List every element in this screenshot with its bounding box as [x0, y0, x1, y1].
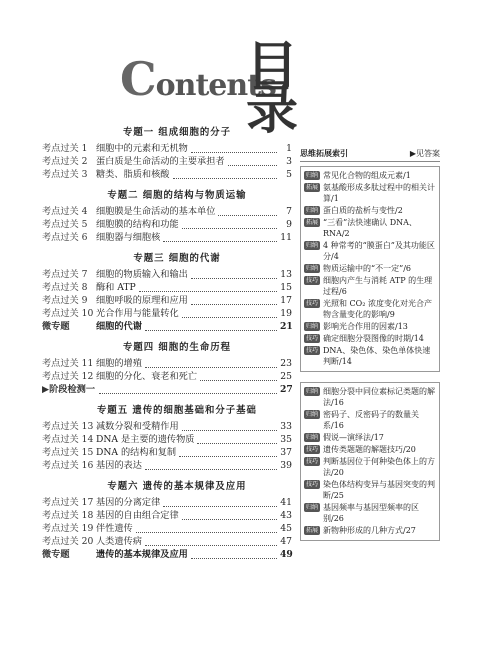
toc-row[interactable] [42, 496, 292, 509]
index-text: 假说—演绎法/17 [323, 433, 384, 442]
mulu-title [246, 37, 299, 141]
toc-item-page: 21 [280, 321, 293, 332]
index-tag: 归纳 [306, 411, 319, 418]
toc-item-code: 考点过关 20 [42, 536, 94, 547]
index-tag: 拓展 [306, 219, 319, 226]
index-item[interactable] [304, 444, 436, 455]
toc-item-page: 17 [280, 295, 292, 306]
toc-item-name: 遗传的基本规律及应用 [96, 549, 188, 560]
index-tag: 归纳 [306, 172, 319, 179]
toc-item-code: 考点过关 12 [42, 371, 94, 382]
toc-row[interactable] [42, 205, 292, 218]
index-box-2 [300, 382, 440, 541]
index-text: 新物种形成的几种方式/27 [323, 526, 416, 535]
leader-dots [228, 157, 277, 166]
index-item[interactable] [304, 333, 436, 344]
toc-row[interactable] [42, 142, 292, 155]
toc-item-page: 13 [280, 269, 292, 280]
index-tag: 拓展 [306, 527, 319, 534]
index-item[interactable] [304, 205, 436, 216]
toc-item-name: 细胞呼吸的原理和应用 [96, 295, 188, 306]
leader-dots [163, 233, 277, 242]
toc-item-name: 伴性遗传 [96, 523, 133, 534]
index-item[interactable] [304, 321, 436, 332]
toc-item-code: ▶阶段检测一 [42, 384, 96, 395]
leader-dots [182, 422, 277, 431]
toc-row[interactable] [42, 383, 292, 396]
index-text: 细胞内产生与消耗 ATP 的生理过程/6 [323, 276, 433, 296]
section-title: 专题三 细胞的代谢 [133, 253, 221, 264]
section-title: 专题一 组成细胞的分子 [122, 127, 231, 138]
leader-dots [145, 322, 277, 331]
leader-dots [200, 372, 277, 381]
index-text: “三看”法快速确认 DNA、RNA/2 [323, 218, 417, 238]
toc-row[interactable] [42, 522, 292, 535]
toc-item-page: 49 [280, 549, 293, 560]
index-text: 密码子、反密码子的数量关系/16 [323, 410, 420, 430]
index-tag: 归纳 [306, 388, 319, 395]
toc-item-page: 5 [286, 169, 292, 180]
index-text: 影响光合作用的因素/13 [323, 322, 408, 331]
toc-item-page: 3 [286, 156, 292, 167]
index-item[interactable] [304, 217, 436, 239]
index-box-1 [300, 166, 440, 372]
index-text: 基因频率与基因型频率的区别/26 [323, 503, 420, 523]
toc-row[interactable] [42, 535, 292, 548]
index-item[interactable] [304, 409, 436, 431]
toc-row[interactable] [42, 509, 292, 522]
toc-item-name: 减数分裂和受精作用 [96, 421, 179, 432]
index-text: DNA、染色体、染色单体快速判断/14 [323, 346, 431, 366]
toc-item-page: 45 [280, 523, 292, 534]
index-item[interactable] [304, 386, 436, 408]
leader-dots [182, 220, 277, 229]
contents-initial: C [120, 52, 156, 106]
toc-row[interactable] [42, 320, 292, 333]
leader-dots [182, 511, 277, 520]
index-item[interactable] [304, 432, 436, 443]
toc-item-name: 细胞的分化、衰老和死亡 [96, 371, 198, 382]
toc-item-code: 考点过关 14 [42, 434, 94, 445]
toc-item-name: 糖类、脂质和核酸 [96, 169, 170, 180]
toc-item-name: 细胞器与细胞核 [96, 232, 161, 243]
mulu-char-2: 录 [246, 81, 299, 141]
index-text: 染色体结构变异与基因突变的判断/25 [323, 480, 436, 500]
toc-item-name: 细胞的代谢 [96, 321, 142, 332]
section-title: 专题二 细胞的结构与物质运输 [107, 190, 247, 201]
toc-item-code: 考点过关 16 [42, 460, 94, 471]
leader-dots [136, 524, 277, 533]
index-text: 遗传类题题的解题技巧/20 [323, 445, 416, 454]
toc-item-name: 细胞的增殖 [96, 358, 142, 369]
index-tag: 技巧 [306, 481, 319, 488]
toc-item-code: 微专题 [42, 549, 70, 560]
index-item[interactable] [304, 502, 436, 524]
toc-item-code: 考点过关 9 [42, 295, 88, 306]
toc-row[interactable] [42, 370, 292, 383]
toc-row[interactable] [42, 281, 292, 294]
index-item[interactable] [304, 479, 436, 501]
toc-item-name: 蛋白质是生命活动的主要承担者 [96, 156, 225, 167]
index-item[interactable] [304, 456, 436, 478]
leader-dots [173, 170, 278, 179]
toc-row[interactable] [42, 459, 292, 472]
contents-rest: ontents [155, 68, 276, 103]
index-item[interactable] [304, 240, 436, 262]
toc-row[interactable] [42, 357, 292, 370]
index-item[interactable] [304, 345, 436, 367]
toc-row[interactable] [42, 168, 292, 181]
toc-item-page: 9 [286, 219, 292, 230]
toc-item-code: 考点过关 17 [42, 497, 94, 508]
toc-item-code: 考点过关 18 [42, 510, 94, 521]
toc-item-page: 41 [280, 497, 292, 508]
toc-item-page: 47 [280, 536, 292, 547]
index-tag: 归纳 [306, 504, 319, 511]
index-tag: 技巧 [306, 277, 319, 284]
toc-item-code: 微专题 [42, 321, 70, 332]
toc-row[interactable] [42, 294, 292, 307]
index-tag: 归纳 [306, 434, 319, 441]
index-text: 判断基因位于何种染色体上的方法/20 [323, 457, 436, 477]
leader-dots [191, 144, 277, 153]
leader-dots [218, 207, 277, 216]
section-title: 专题六 遗传的基本规律及应用 [107, 481, 247, 492]
toc-item-code: 考点过关 15 [42, 447, 94, 458]
toc-item-name: 基因的分离定律 [96, 497, 161, 508]
toc-item-page: 25 [280, 371, 292, 382]
leader-dots [145, 461, 277, 470]
answers-link[interactable]: ▶见答案 [409, 149, 440, 158]
index-tag: 归纳 [306, 265, 319, 272]
toc-item-page: 15 [280, 282, 292, 293]
index-tag: 拓展 [306, 184, 319, 191]
index-text: 光照和 CO₂ 浓度变化对光合产物含量变化的影响/9 [323, 299, 432, 319]
toc-item-code: 考点过关 7 [42, 269, 88, 280]
toc-item-page: 39 [280, 460, 292, 471]
toc-row[interactable] [42, 268, 292, 281]
toc-row[interactable] [42, 446, 292, 459]
toc-item-code: 考点过关 3 [42, 169, 88, 180]
index-text: 确定细胞分裂图像的时期/14 [323, 334, 424, 343]
index-text: 蛋白质的盐析与变性/2 [323, 206, 403, 215]
toc-item-page: 23 [280, 358, 292, 369]
toc-item-code: 考点过关 2 [42, 156, 88, 167]
index-tag: 技巧 [306, 458, 319, 465]
toc-item-name: 细胞中的元素和无机物 [96, 143, 188, 154]
toc-item-code: 考点过关 19 [42, 523, 94, 534]
index-tag: 归纳 [306, 242, 319, 249]
toc-item-code: 考点过关 13 [42, 421, 94, 432]
toc-main [42, 124, 292, 561]
leader-dots [139, 283, 277, 292]
index-text: 物质运输中的“不一定”/6 [323, 264, 411, 273]
toc-item-name: DNA 是主要的遗传物质 [96, 434, 195, 445]
toc-item-page: 37 [280, 447, 292, 458]
index-item[interactable] [304, 298, 436, 320]
index-tag: 归纳 [306, 323, 319, 330]
toc-item-page: 35 [280, 434, 292, 445]
index-item[interactable] [304, 182, 436, 204]
toc-item-name: 细胞膜是生命活动的基本单位 [96, 206, 216, 217]
toc-row[interactable] [42, 218, 292, 231]
index-text: 4 种常考的“膜蛋白”及其功能区分/4 [323, 241, 435, 261]
leader-dots [145, 359, 277, 368]
toc-item-name: 光合作用与能量转化 [96, 308, 179, 319]
toc-item-page: 11 [280, 232, 292, 243]
toc-row[interactable] [42, 420, 292, 433]
toc-item-name: 基因的表达 [96, 460, 142, 471]
toc-row[interactable] [42, 433, 292, 446]
index-tag: 归纳 [306, 207, 319, 214]
index-item[interactable] [304, 525, 436, 536]
leader-dots [99, 385, 277, 394]
toc-item-page: 43 [280, 510, 292, 521]
index-tag: 技巧 [306, 300, 319, 307]
index-title: 思维拓展索引 [300, 148, 348, 158]
leader-dots [179, 448, 277, 457]
toc-item-code: 考点过关 4 [42, 206, 88, 217]
toc-item-page: 19 [280, 308, 292, 319]
leader-dots [197, 435, 277, 444]
toc-item-page: 27 [280, 384, 293, 395]
index-header [300, 148, 440, 162]
index-sidebar [300, 148, 440, 541]
toc-row[interactable] [42, 155, 292, 168]
index-item[interactable] [304, 275, 436, 297]
toc-item-name: 人类遗传病 [96, 536, 142, 547]
index-item[interactable] [304, 263, 436, 274]
toc-item-name: 酶和 ATP [96, 282, 136, 293]
index-tag: 技巧 [306, 347, 319, 354]
toc-item-page: 7 [286, 206, 292, 217]
toc-item-name: 基因的自由组合定律 [96, 510, 179, 521]
toc-item-code: 考点过关 10 [42, 308, 94, 319]
toc-item-name: 细胞膜的结构和功能 [96, 219, 179, 230]
leader-dots [163, 498, 277, 507]
toc-item-code: 考点过关 11 [42, 358, 94, 369]
toc-item-code: 考点过关 1 [42, 143, 88, 154]
toc-item-name: DNA 的结构和复制 [96, 447, 177, 458]
toc-item-code: 考点过关 8 [42, 282, 88, 293]
leader-dots [191, 270, 277, 279]
toc-row[interactable] [42, 231, 292, 244]
toc-item-name: 细胞的物质输入和输出 [96, 269, 188, 280]
index-tag: 技巧 [306, 335, 319, 342]
toc-item-page: 33 [280, 421, 292, 432]
toc-item-page: 1 [286, 143, 292, 154]
leader-dots [182, 309, 277, 318]
index-text: 氨基酸形成多肽过程中的相关计算/1 [323, 183, 436, 203]
toc-item-code: 考点过关 6 [42, 232, 88, 243]
index-tag: 技巧 [306, 446, 319, 453]
section-title: 专题五 遗传的细胞基础和分子基础 [97, 405, 257, 416]
index-text: 细胞分裂中同位素标记类题的解法/16 [323, 387, 436, 407]
index-text: 常见化合物的组成元素/1 [323, 171, 411, 180]
section-title: 专题四 细胞的生命历程 [122, 342, 231, 353]
toc-item-code: 考点过关 5 [42, 219, 88, 230]
toc-row[interactable] [42, 548, 292, 561]
leader-dots [191, 550, 277, 559]
leader-dots [191, 296, 277, 305]
toc-row[interactable] [42, 307, 292, 320]
leader-dots [145, 537, 277, 546]
mulu-char-1: 目 [246, 37, 299, 97]
index-item[interactable] [304, 170, 436, 181]
